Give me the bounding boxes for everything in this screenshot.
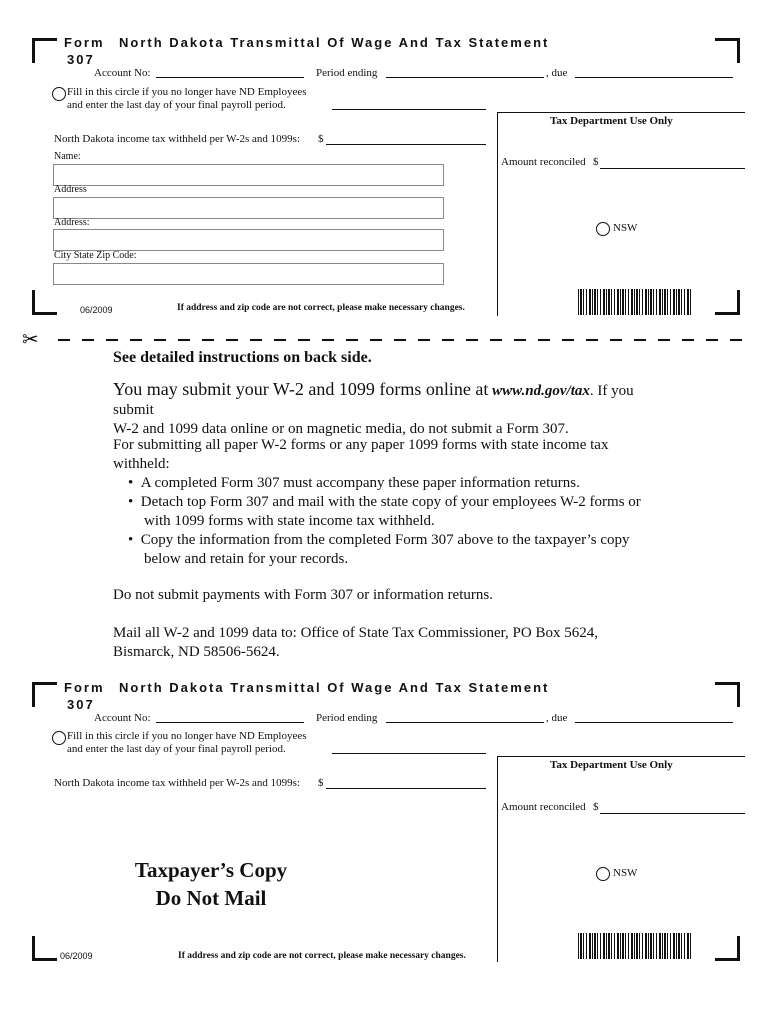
cut-dash (706, 339, 718, 341)
bullet-text-cont: below and retain for your records. (144, 551, 349, 567)
tax-dept-divider (497, 112, 498, 316)
tax-dept-top-rule (497, 756, 745, 757)
barcode (578, 933, 692, 959)
para2-line1: For submitting all paper W-2 forms or any paper 1099 forms with state income tax (113, 437, 609, 453)
scissors-icon: ✂ (22, 327, 39, 351)
final-payroll-date-field[interactable] (332, 753, 486, 754)
nsw-label: NSW (613, 867, 638, 879)
period-ending-field[interactable] (386, 77, 544, 78)
withheld-amount-field[interactable] (326, 788, 486, 789)
tax-dept-divider (497, 756, 498, 962)
instructions-heading: See detailed instructions on back side. (113, 349, 372, 366)
corner-mark (715, 290, 740, 315)
para2-line2: withheld: (113, 456, 170, 472)
corner-mark (32, 682, 57, 707)
cut-dash (154, 339, 166, 341)
address-input-2[interactable] (53, 229, 444, 251)
para4-line2: Bismarck, ND 58506-5624. (113, 644, 280, 660)
tax-dept-top-rule (497, 112, 745, 113)
no-employees-text-2: and enter the last day of your final payroll period. (67, 743, 286, 755)
account-no-label: Account No: (94, 67, 151, 79)
cut-dash (442, 339, 454, 341)
corner-mark (32, 290, 57, 315)
form-label: Form (64, 35, 105, 50)
name-input[interactable] (53, 164, 444, 186)
cut-dash (274, 339, 286, 341)
address-label: Address (54, 184, 87, 195)
nsw-label: NSW (613, 222, 638, 234)
date-code: 06/2009 (80, 305, 113, 315)
dollar-sign: $ (593, 156, 599, 168)
account-no-field[interactable] (156, 77, 304, 78)
instructions-para-2 (113, 436, 673, 474)
cut-dash (634, 339, 646, 341)
cut-dash (682, 339, 694, 341)
address-note: If address and zip code are not correct, please make necessary changes. (177, 303, 465, 313)
amount-reconciled-label: Amount reconciled (501, 801, 586, 813)
period-ending-label: Period ending (316, 67, 378, 79)
do-not-mail-text: Do Not Mail (155, 886, 267, 910)
amount-reconciled-field[interactable] (600, 168, 745, 169)
cut-dash (202, 339, 214, 341)
no-employees-radio[interactable] (52, 731, 66, 745)
instructions-para-3: Do not submit payments with Form 307 or information returns. (113, 587, 493, 603)
para1-line2: W-2 and 1099 data online or on magnetic media, do not submit a Form 307. (113, 421, 569, 437)
cut-dash (466, 339, 478, 341)
form-number: 307 (67, 697, 95, 712)
withheld-label: North Dakota income tax withheld per W-2s and 1099s: (54, 777, 301, 789)
cut-dash (226, 339, 238, 341)
corner-mark (715, 936, 740, 961)
para1-prefix: You may submit your W-2 and 1099 forms online at (113, 379, 489, 399)
bullet-text: A completed Form 307 must accompany these paper information returns. (140, 475, 580, 491)
withheld-label: North Dakota income tax withheld per W-2s and 1099s: (54, 133, 301, 145)
dollar-sign: $ (318, 133, 324, 145)
due-label: , due (546, 712, 568, 724)
city-state-zip-label: City State Zip Code: (54, 250, 137, 261)
amount-reconciled-label: Amount reconciled (501, 156, 586, 168)
address-label-2: Address: (54, 217, 90, 228)
no-employees-text-2: and enter the last day of your final payroll period. (67, 99, 286, 111)
taxpayer-copy-notice (80, 856, 342, 912)
date-code: 06/2009 (60, 951, 93, 961)
cut-dash (322, 339, 334, 341)
nsw-radio[interactable] (596, 222, 610, 236)
cut-dash (298, 339, 310, 341)
city-state-zip-input[interactable] (53, 263, 444, 285)
nsw-radio[interactable] (596, 867, 610, 881)
taxpayer-copy-text: Taxpayer’s Copy (134, 858, 288, 882)
final-payroll-date-field[interactable] (332, 109, 486, 110)
cut-dash (178, 339, 190, 341)
corner-mark (715, 38, 740, 63)
cut-dash (730, 339, 742, 341)
cut-dash (58, 339, 70, 341)
instructions-para-1 (113, 380, 673, 439)
period-ending-field[interactable] (386, 722, 544, 723)
bullet-item: • Detach top Form 307 and mail with the state copy of your employees W-2 forms or (128, 494, 641, 510)
bullet-item: • Copy the information from the completed Form 307 above to the taxpayer’s copy (128, 532, 630, 548)
cut-dash (610, 339, 622, 341)
amount-reconciled-field[interactable] (600, 813, 745, 814)
dollar-sign: $ (593, 801, 599, 813)
cut-dash (562, 339, 574, 341)
account-no-field[interactable] (156, 722, 304, 723)
form-title: North Dakota Transmittal Of Wage And Tax Statement (119, 35, 550, 50)
corner-mark (32, 936, 57, 961)
name-label: Name: (54, 151, 81, 162)
bullet-text: Detach top Form 307 and mail with the state copy of your employees W-2 forms or (140, 494, 641, 510)
cut-dash (418, 339, 430, 341)
corner-mark (715, 682, 740, 707)
instructions-bullets (128, 474, 688, 569)
cut-dash (130, 339, 142, 341)
dollar-sign: $ (318, 777, 324, 789)
form-title: North Dakota Transmittal Of Wage And Tax Statement (119, 680, 550, 695)
website-link[interactable]: www.nd.gov/tax (492, 383, 590, 399)
instructions-para-4 (113, 624, 673, 662)
bullet-text-cont: with 1099 forms with state income tax withheld. (144, 513, 435, 529)
para4-line1: Mail all W-2 and 1099 data to: Office of State Tax Commissioner, PO Box 5624, (113, 625, 598, 641)
cut-dash (250, 339, 262, 341)
cut-dash (106, 339, 118, 341)
cut-dash (490, 339, 502, 341)
no-employees-radio[interactable] (52, 87, 66, 101)
cut-dash (658, 339, 670, 341)
cut-dash (514, 339, 526, 341)
period-ending-label: Period ending (316, 712, 378, 724)
cut-dash (394, 339, 406, 341)
address-input-1[interactable] (53, 197, 444, 219)
no-employees-text: Fill in this circle if you no longer have ND Employees (67, 86, 307, 98)
cut-dash (586, 339, 598, 341)
due-field[interactable] (575, 722, 733, 723)
cut-dash (538, 339, 550, 341)
para1-suffix: . If you submit (113, 383, 634, 418)
account-no-label: Account No: (94, 712, 151, 724)
corner-mark (32, 38, 57, 63)
address-note: If address and zip code are not correct, please make necessary changes. (178, 951, 466, 961)
cut-dash (346, 339, 358, 341)
cut-dash (370, 339, 382, 341)
form-number: 307 (67, 52, 95, 67)
barcode (578, 289, 692, 315)
bullet-text: Copy the information from the completed Form 307 above to the taxpayer’s copy (140, 532, 630, 548)
withheld-amount-field[interactable] (326, 144, 486, 145)
tax-dept-use-label: Tax Department Use Only (550, 115, 673, 127)
bullet-item: • A completed Form 307 must accompany these paper information returns. (128, 475, 580, 491)
no-employees-text: Fill in this circle if you no longer have ND Employees (67, 730, 307, 742)
tax-dept-use-label: Tax Department Use Only (550, 759, 673, 771)
cut-dash (82, 339, 94, 341)
due-label: , due (546, 67, 568, 79)
due-field[interactable] (575, 77, 733, 78)
form-label: Form (64, 680, 105, 695)
